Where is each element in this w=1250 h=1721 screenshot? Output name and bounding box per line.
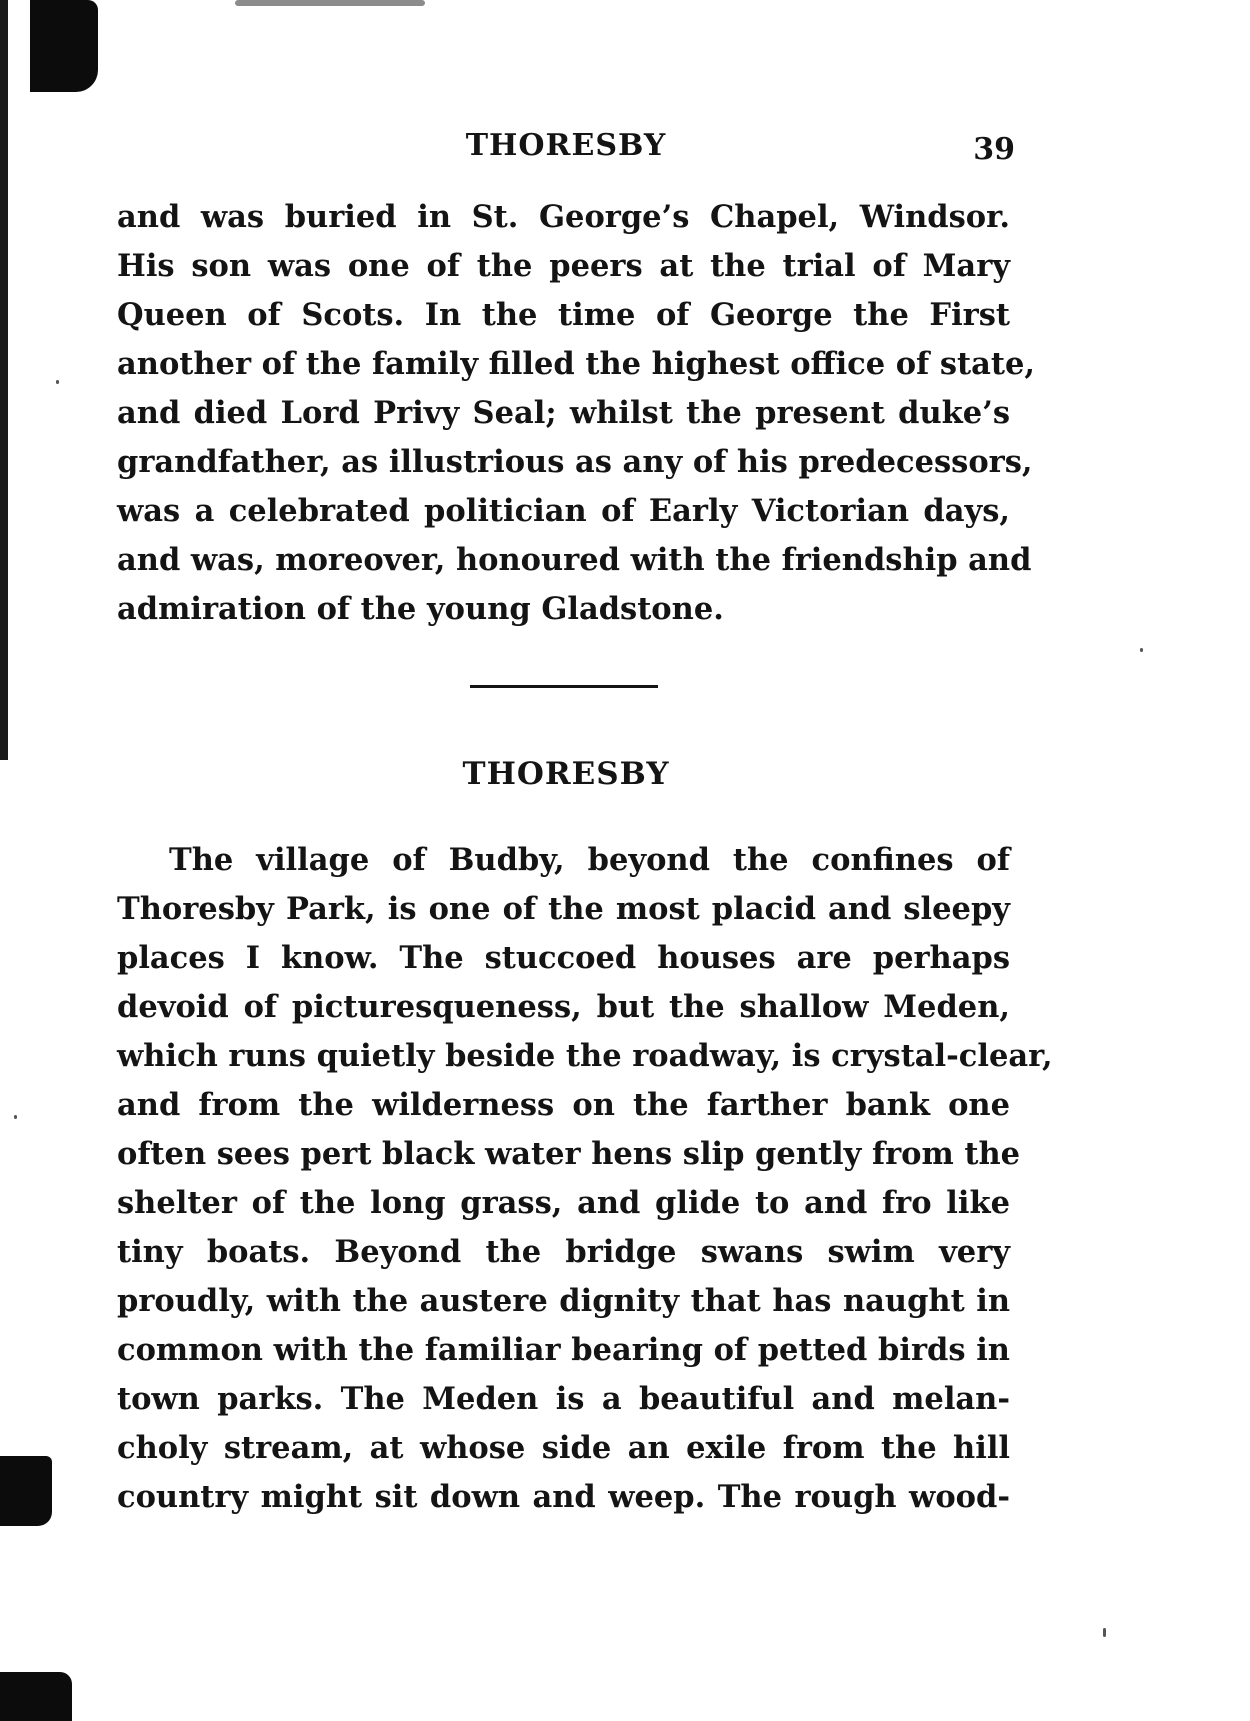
text-line: which runs quietly beside the roadway, is crystal-clear,: [117, 1038, 1053, 1074]
text-line: and was, moreover, honoured with the friendship and: [117, 542, 1032, 578]
page-header: [117, 128, 1015, 172]
text-line: and from the wilderness on the farther bank one: [117, 1087, 1010, 1123]
section-paragraph: [117, 836, 1053, 1522]
running-title: THORESBY: [465, 128, 667, 163]
scan-speck: [1140, 648, 1143, 652]
text-line: places I know. The stuccoed houses are perhaps: [117, 940, 1010, 976]
page-number: 39: [973, 132, 1015, 167]
text-line: shelter of the long grass, and glide to and fro like: [117, 1185, 1010, 1221]
continued-paragraph: [117, 193, 1035, 634]
text-line: Thoresby Park, is one of the most placid and sleepy: [117, 891, 1010, 927]
text-line: choly stream, at whose side an exile from the hill: [117, 1430, 1010, 1466]
scan-speck: [56, 380, 59, 384]
scan-artifact-top: [30, 0, 98, 92]
text-line: country might sit down and weep. The rough wood-: [117, 1479, 1010, 1515]
text-line: Queen of Scots. In the time of George the First: [117, 297, 1010, 333]
text-line: His son was one of the peers at the trial of Mary: [117, 248, 1010, 284]
section-title: THORESBY: [462, 756, 670, 792]
text-line: and died Lord Privy Seal; whilst the present duke’s: [117, 395, 1010, 431]
scan-speck: [1103, 1628, 1106, 1637]
text-line: and was buried in St. George’s Chapel, Windsor.: [117, 199, 1010, 235]
scan-artifact-bottom: [0, 1672, 72, 1721]
scan-edge-left: [0, 0, 8, 760]
scan-smudge-top: [235, 0, 425, 6]
scan-artifact-mid: [0, 1456, 52, 1526]
text-line: often sees pert black water hens slip gently from the: [117, 1136, 1021, 1172]
scan-speck: [14, 1115, 17, 1119]
section-divider: [470, 685, 658, 688]
text-line: another of the family filled the highest office of state,: [117, 346, 1035, 382]
text-line: admiration of the young Gladstone.: [117, 591, 724, 627]
text-line: was a celebrated politician of Early Victorian days,: [117, 493, 1010, 529]
text-line: devoid of picturesqueness, but the shallow Meden,: [117, 989, 1010, 1025]
text-line: proudly, with the austere dignity that has naught in: [117, 1283, 1010, 1319]
text-line: common with the familiar bearing of petted birds in: [117, 1332, 1010, 1368]
text-line: The village of Budby, beyond the confines of: [169, 842, 1010, 878]
text-line: town parks. The Meden is a beautiful and melan-: [117, 1381, 1010, 1417]
text-line: tiny boats. Beyond the bridge swans swim very: [117, 1234, 1010, 1270]
text-line: grandfather, as illustrious as any of his predecessors,: [117, 444, 1033, 480]
